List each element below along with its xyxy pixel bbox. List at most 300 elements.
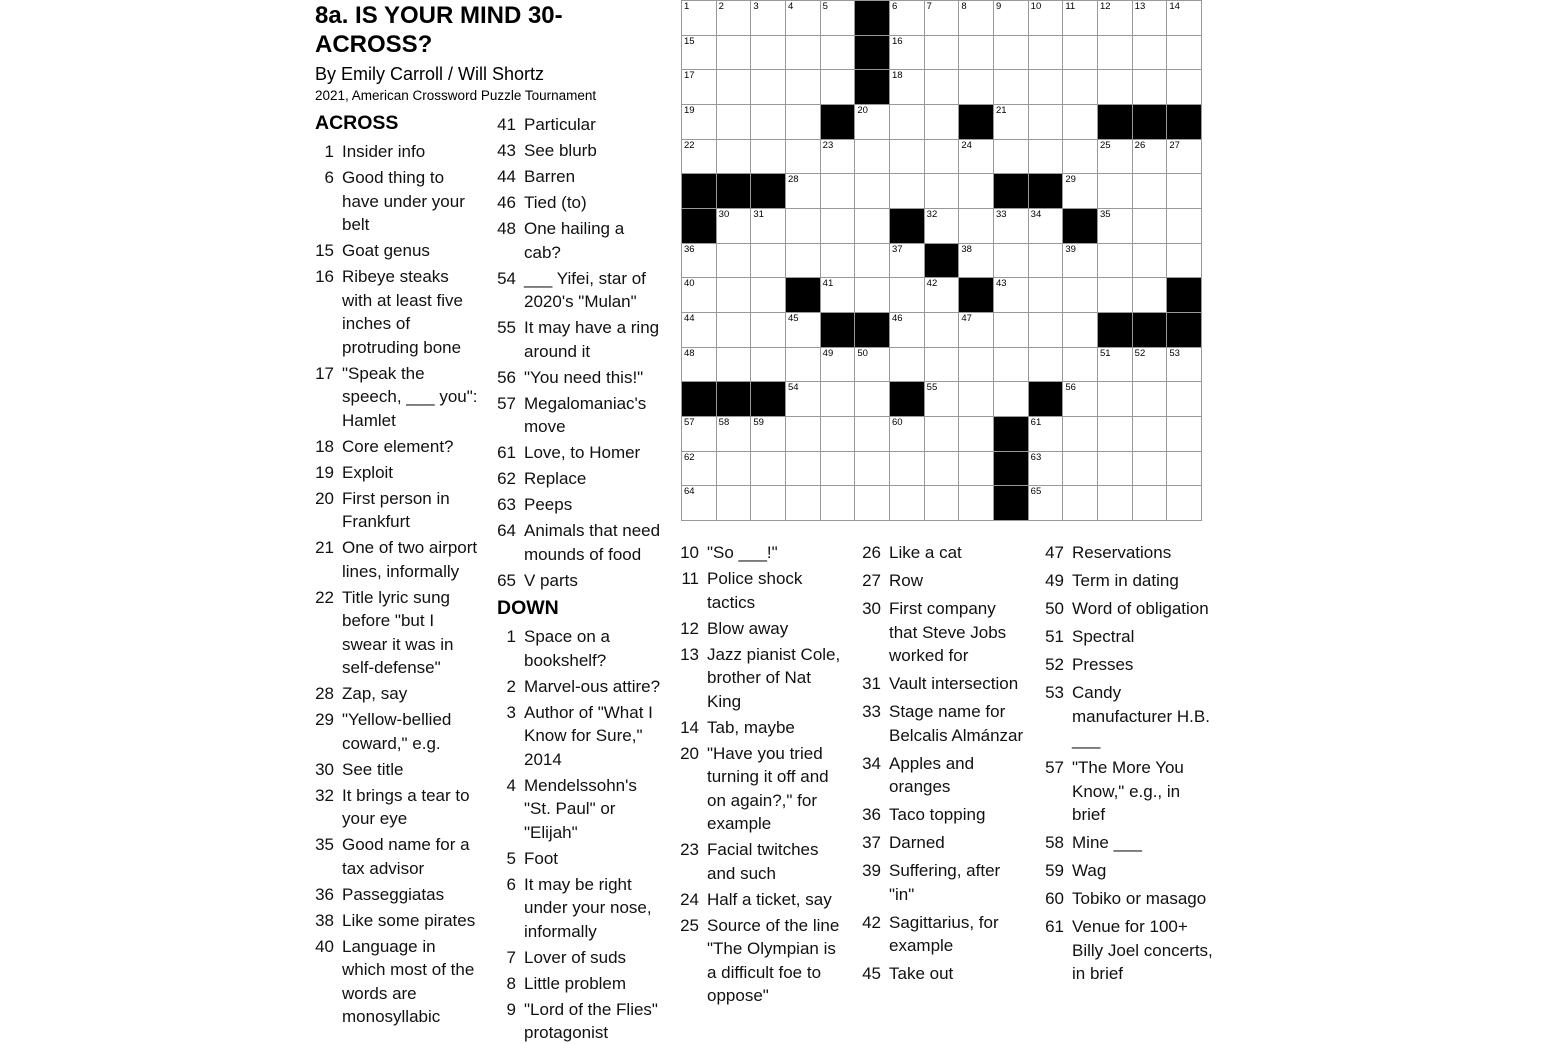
grid-cell[interactable]	[1029, 70, 1063, 104]
clue-text: Tobiko or masago	[1072, 889, 1207, 908]
clue-item[interactable]	[315, 435, 482, 459]
down-clue-list-continued	[1045, 541, 1216, 986]
grid-cell[interactable]	[925, 313, 959, 347]
grid-cell[interactable]	[959, 486, 993, 520]
grid-cell[interactable]	[682, 417, 716, 451]
grid-cell[interactable]	[751, 70, 785, 104]
grid-cell[interactable]	[1098, 36, 1132, 70]
grid-cell[interactable]	[890, 417, 924, 451]
clue-item[interactable]	[862, 752, 1027, 799]
grid-cell[interactable]	[925, 36, 959, 70]
grid-cell[interactable]	[751, 1, 785, 35]
grid-cell[interactable]	[1167, 174, 1201, 208]
grid-cell[interactable]	[1133, 174, 1167, 208]
clue-number: 2	[506, 676, 516, 696]
grid-cell[interactable]	[1029, 209, 1063, 243]
grid-cell[interactable]	[1133, 70, 1167, 104]
grid-cell[interactable]	[682, 278, 716, 312]
grid-cell[interactable]	[1029, 417, 1063, 451]
grid-cell[interactable]	[1133, 382, 1167, 416]
grid-cell[interactable]	[1098, 70, 1132, 104]
grid-cell[interactable]	[682, 313, 716, 347]
clue-item[interactable]	[497, 701, 664, 772]
grid-cell[interactable]	[786, 348, 820, 382]
grid-cell[interactable]	[890, 1, 924, 35]
clue-text: Ribeye steaks with at least five inches of protruding bone	[342, 267, 463, 357]
cell-number: 37	[892, 243, 903, 255]
grid-cell[interactable]	[1167, 244, 1201, 278]
grid-cell[interactable]	[890, 348, 924, 382]
clue-number: 36	[315, 884, 334, 904]
grid-cell[interactable]	[925, 452, 959, 486]
grid-cell[interactable]	[925, 209, 959, 243]
clue-item[interactable]	[862, 803, 1027, 827]
clue-text: "So ___!"	[707, 543, 778, 562]
grid-cell[interactable]	[994, 313, 1028, 347]
grid-cell[interactable]	[1063, 348, 1097, 382]
clue-item[interactable]	[1045, 756, 1216, 827]
clue-item[interactable]	[497, 366, 664, 390]
grid-cell[interactable]	[1167, 452, 1201, 486]
grid-cell[interactable]	[1133, 348, 1167, 382]
grid-cell[interactable]	[959, 1, 993, 35]
grid-cell[interactable]	[959, 209, 993, 243]
grid-cell[interactable]	[717, 1, 751, 35]
grid-cell[interactable]	[994, 244, 1028, 278]
clue-item[interactable]	[315, 883, 482, 907]
grid-cell[interactable]	[890, 105, 924, 139]
clue-item[interactable]	[497, 519, 664, 566]
clue-item[interactable]	[680, 617, 847, 641]
clue-item[interactable]	[315, 536, 482, 583]
grid-cell[interactable]	[959, 417, 993, 451]
grid-cell[interactable]	[925, 140, 959, 174]
clue-item[interactable]	[315, 487, 482, 534]
grid-cell[interactable]	[925, 1, 959, 35]
grid-cell[interactable]	[1029, 105, 1063, 139]
grid-cell[interactable]	[682, 244, 716, 278]
grid-cell-black	[959, 105, 993, 139]
grid-cell[interactable]	[1029, 486, 1063, 520]
clue-item[interactable]	[862, 962, 1027, 986]
clue-number: 1	[324, 142, 334, 161]
grid-cell[interactable]	[1029, 1, 1063, 35]
grid-cell[interactable]	[717, 313, 751, 347]
grid-cell[interactable]	[821, 348, 855, 382]
grid-cell[interactable]	[682, 70, 716, 104]
grid-cell[interactable]	[1098, 452, 1132, 486]
grid-cell[interactable]	[855, 417, 889, 451]
grid-cell[interactable]	[821, 174, 855, 208]
clue-text: Taco topping	[889, 805, 986, 824]
grid-cell[interactable]	[1133, 278, 1167, 312]
clue-item[interactable]	[1045, 915, 1216, 986]
grid-cell[interactable]	[1167, 70, 1201, 104]
clue-number: 42	[862, 912, 881, 932]
clue-item[interactable]	[315, 265, 482, 359]
clue-column-5	[1045, 541, 1216, 986]
grid-cell[interactable]	[994, 105, 1028, 139]
grid-cell[interactable]	[682, 105, 716, 139]
grid-cell[interactable]	[1133, 36, 1167, 70]
clue-item[interactable]	[1045, 625, 1216, 649]
clue-item[interactable]	[497, 774, 664, 845]
grid-cell[interactable]	[821, 486, 855, 520]
grid-cell[interactable]	[1063, 278, 1097, 312]
grid-cell[interactable]	[925, 278, 959, 312]
clue-item[interactable]	[1045, 653, 1216, 677]
grid-cell[interactable]	[1063, 452, 1097, 486]
clue-column-3	[680, 541, 847, 1008]
clue-item[interactable]	[315, 708, 482, 755]
clue-item[interactable]	[1045, 887, 1216, 911]
grid-cell[interactable]	[890, 313, 924, 347]
grid-cell[interactable]	[717, 452, 751, 486]
cell-number: 54	[788, 382, 799, 394]
grid-cell[interactable]	[1063, 140, 1097, 174]
clue-item[interactable]	[497, 267, 664, 314]
grid-cell[interactable]	[751, 105, 785, 139]
grid-cell[interactable]	[1133, 140, 1167, 174]
grid-cell[interactable]	[959, 140, 993, 174]
grid-cell[interactable]	[717, 140, 751, 174]
page-title: 8a. IS YOUR MIND 30-ACROSS?	[315, 2, 563, 58]
grid-cell[interactable]	[1167, 36, 1201, 70]
grid-cell[interactable]	[751, 36, 785, 70]
clue-item[interactable]	[315, 758, 482, 782]
grid-cell[interactable]	[821, 417, 855, 451]
grid-cell[interactable]	[1029, 244, 1063, 278]
clue-item[interactable]	[315, 935, 482, 1029]
grid-cell[interactable]	[786, 486, 820, 520]
grid-cell[interactable]	[890, 278, 924, 312]
grid-cell[interactable]	[1167, 1, 1201, 35]
grid-cell[interactable]	[855, 105, 889, 139]
grid-cell[interactable]	[717, 348, 751, 382]
grid-cell[interactable]	[925, 348, 959, 382]
clue-item[interactable]	[497, 972, 664, 996]
clue-item[interactable]	[680, 888, 847, 912]
grid-cell[interactable]	[994, 278, 1028, 312]
clue-item[interactable]	[497, 392, 664, 439]
clue-item[interactable]	[497, 113, 664, 137]
grid-cell[interactable]	[1098, 417, 1132, 451]
grid-cell[interactable]	[751, 486, 785, 520]
grid-cell[interactable]	[890, 70, 924, 104]
grid-cell-black	[925, 244, 959, 278]
grid-cell[interactable]	[855, 348, 889, 382]
clue-item[interactable]	[862, 831, 1027, 855]
cell-number: 11	[1065, 1, 1076, 12]
grid-cell[interactable]	[1133, 209, 1167, 243]
grid-cell[interactable]	[890, 174, 924, 208]
clue-item[interactable]	[862, 700, 1027, 747]
clue-item[interactable]	[1045, 541, 1216, 565]
grid-cell[interactable]	[1029, 452, 1063, 486]
cell-number: 32	[926, 209, 938, 220]
clue-item[interactable]	[862, 569, 1027, 593]
grid-cell[interactable]	[821, 70, 855, 104]
clue-item[interactable]	[680, 742, 847, 836]
grid-cell[interactable]	[717, 278, 751, 312]
clue-number: 65	[497, 570, 516, 590]
grid-cell[interactable]	[1167, 348, 1201, 382]
grid-cell[interactable]	[751, 348, 785, 382]
grid-cell[interactable]	[821, 382, 855, 416]
grid-cell[interactable]	[717, 70, 751, 104]
cell-number: 35	[1100, 209, 1111, 220]
grid-cell[interactable]	[1063, 244, 1097, 278]
grid-cell[interactable]	[855, 278, 889, 312]
grid-cell[interactable]	[1029, 313, 1063, 347]
grid-cell[interactable]	[717, 486, 751, 520]
grid-cell[interactable]	[786, 140, 820, 174]
grid-cell-black	[1063, 209, 1097, 243]
grid-cell[interactable]	[1167, 209, 1201, 243]
grid-cell[interactable]	[994, 348, 1028, 382]
grid-cell[interactable]	[994, 70, 1028, 104]
grid-cell[interactable]	[1098, 486, 1132, 520]
grid-cell[interactable]	[717, 417, 751, 451]
grid-cell[interactable]	[994, 140, 1028, 174]
grid-cell[interactable]	[821, 452, 855, 486]
cell-number: 12	[1100, 1, 1111, 12]
clue-item[interactable]	[862, 672, 1027, 696]
clue-item[interactable]	[680, 838, 847, 885]
clue-item[interactable]	[497, 625, 664, 672]
grid-cell[interactable]	[1063, 382, 1097, 416]
grid-cell[interactable]	[1167, 417, 1201, 451]
grid-cell[interactable]	[890, 452, 924, 486]
clue-item[interactable]	[315, 166, 482, 237]
grid-cell[interactable]	[1063, 36, 1097, 70]
clue-number: 1	[506, 627, 516, 646]
grid-cell[interactable]	[1167, 486, 1201, 520]
grid-cell[interactable]	[855, 209, 889, 243]
clue-item[interactable]	[1045, 569, 1216, 593]
grid-cell[interactable]	[786, 452, 820, 486]
grid-cell[interactable]	[786, 70, 820, 104]
grid-cell[interactable]	[959, 70, 993, 104]
clue-item[interactable]	[315, 239, 482, 263]
grid-cell[interactable]	[717, 209, 751, 243]
grid-cell[interactable]	[994, 209, 1028, 243]
grid-cell[interactable]	[855, 140, 889, 174]
grid-cell[interactable]	[1029, 348, 1063, 382]
grid-cell[interactable]	[1133, 244, 1167, 278]
grid-cell[interactable]	[821, 36, 855, 70]
grid-cell[interactable]	[1063, 417, 1097, 451]
grid-cell[interactable]	[959, 174, 993, 208]
grid-cell[interactable]	[959, 36, 993, 70]
clue-item[interactable]	[680, 541, 847, 565]
clue-item[interactable]	[497, 873, 664, 944]
grid-cell[interactable]	[925, 174, 959, 208]
grid-cell[interactable]	[682, 36, 716, 70]
grid-cell[interactable]	[682, 348, 716, 382]
grid-cell[interactable]	[786, 209, 820, 243]
grid-cell[interactable]	[1133, 452, 1167, 486]
clue-item[interactable]	[315, 909, 482, 933]
clue-item[interactable]	[680, 643, 847, 714]
clue-text: Space on a bookshelf?	[524, 627, 611, 670]
grid-cell[interactable]	[994, 36, 1028, 70]
clue-item[interactable]	[680, 914, 847, 1008]
grid-cell[interactable]	[959, 244, 993, 278]
grid-cell[interactable]	[1098, 348, 1132, 382]
grid-cell[interactable]	[751, 313, 785, 347]
clue-item[interactable]	[497, 946, 664, 970]
grid-cell[interactable]	[925, 417, 959, 451]
grid-cell[interactable]	[821, 1, 855, 35]
grid-cell[interactable]	[994, 382, 1028, 416]
grid-cell[interactable]	[717, 36, 751, 70]
clue-item[interactable]	[315, 586, 482, 680]
grid-cell[interactable]	[1167, 140, 1201, 174]
clue-item[interactable]	[862, 597, 1027, 668]
grid-cell[interactable]	[1133, 417, 1167, 451]
clue-item[interactable]	[497, 316, 664, 363]
grid-cell[interactable]	[925, 486, 959, 520]
clue-item[interactable]	[315, 362, 482, 433]
grid-cell[interactable]	[751, 452, 785, 486]
grid-cell[interactable]	[821, 244, 855, 278]
grid-cell[interactable]	[786, 313, 820, 347]
grid-cell[interactable]	[751, 244, 785, 278]
clue-item[interactable]	[497, 467, 664, 491]
clue-item[interactable]	[1045, 859, 1216, 883]
clue-number: 10	[680, 543, 699, 562]
grid-cell[interactable]	[855, 486, 889, 520]
grid-cell[interactable]	[1098, 209, 1132, 243]
grid-cell[interactable]	[890, 244, 924, 278]
grid-cell[interactable]	[682, 1, 716, 35]
grid-cell-black	[890, 382, 924, 416]
grid-cell[interactable]	[855, 174, 889, 208]
clue-number: 54	[497, 268, 516, 288]
grid-cell[interactable]	[959, 348, 993, 382]
grid-cell[interactable]	[1133, 486, 1167, 520]
grid-cell[interactable]	[1063, 313, 1097, 347]
clue-number: 55	[497, 318, 516, 337]
grid-cell[interactable]	[786, 1, 820, 35]
grid-cell[interactable]	[1063, 1, 1097, 35]
clue-item[interactable]	[497, 998, 664, 1045]
clue-item[interactable]	[315, 461, 482, 485]
grid-cell[interactable]	[925, 382, 959, 416]
grid-cell[interactable]	[751, 417, 785, 451]
grid-cell[interactable]	[1098, 244, 1132, 278]
clue-item[interactable]	[862, 541, 1027, 565]
grid-cell[interactable]	[786, 174, 820, 208]
grid-cell[interactable]	[821, 278, 855, 312]
grid-cell[interactable]	[925, 70, 959, 104]
clue-item[interactable]	[315, 784, 482, 831]
grid-cell[interactable]	[786, 36, 820, 70]
grid-cell[interactable]	[925, 105, 959, 139]
grid-cell[interactable]	[821, 209, 855, 243]
grid-cell[interactable]	[959, 382, 993, 416]
grid-cell[interactable]	[855, 452, 889, 486]
grid-cell[interactable]	[855, 244, 889, 278]
grid-cell[interactable]	[1029, 278, 1063, 312]
clue-item[interactable]	[497, 847, 664, 871]
grid-cell[interactable]	[717, 105, 751, 139]
clue-item[interactable]	[315, 833, 482, 880]
clue-item[interactable]	[497, 493, 664, 517]
clue-item[interactable]	[1045, 597, 1216, 621]
grid-cell[interactable]	[786, 244, 820, 278]
grid-cell[interactable]	[682, 452, 716, 486]
grid-cell[interactable]	[1133, 1, 1167, 35]
grid-cell[interactable]	[890, 36, 924, 70]
grid-cell[interactable]	[1029, 140, 1063, 174]
grid-cell[interactable]	[1098, 174, 1132, 208]
grid-cell[interactable]	[1098, 382, 1132, 416]
grid-cell[interactable]	[786, 382, 820, 416]
grid-cell-black	[1133, 105, 1167, 139]
grid-cell[interactable]	[821, 140, 855, 174]
grid-cell[interactable]	[994, 1, 1028, 35]
clue-text: Zap, say	[342, 684, 408, 703]
grid-cell[interactable]	[751, 209, 785, 243]
grid-cell[interactable]	[890, 140, 924, 174]
clue-item[interactable]	[497, 165, 664, 189]
cell-number: 25	[1100, 139, 1111, 151]
clue-text: Word of obligation	[1072, 599, 1209, 618]
grid-cell[interactable]	[1063, 486, 1097, 520]
clue-number: 45	[862, 964, 881, 983]
grid-cell[interactable]	[717, 244, 751, 278]
clue-item[interactable]	[315, 682, 482, 706]
clue-item[interactable]	[862, 859, 1027, 906]
grid-cell[interactable]	[1098, 140, 1132, 174]
clue-item[interactable]	[497, 191, 664, 215]
clue-item[interactable]	[680, 716, 847, 740]
grid-cell[interactable]	[751, 278, 785, 312]
grid-cell[interactable]	[1167, 382, 1201, 416]
grid-cell[interactable]	[890, 486, 924, 520]
grid-cell[interactable]	[1063, 174, 1097, 208]
clue-item[interactable]	[315, 140, 482, 164]
grid-cell[interactable]	[682, 140, 716, 174]
grid-cell[interactable]	[786, 105, 820, 139]
clue-item[interactable]	[497, 675, 664, 699]
clue-item[interactable]	[680, 567, 847, 614]
grid-cell[interactable]	[1098, 278, 1132, 312]
grid-cell[interactable]	[1098, 1, 1132, 35]
clue-item[interactable]	[497, 441, 664, 465]
grid-cell[interactable]	[751, 140, 785, 174]
grid-cell[interactable]	[1063, 105, 1097, 139]
grid-cell[interactable]	[959, 313, 993, 347]
grid-cell[interactable]	[1063, 70, 1097, 104]
clue-item[interactable]	[497, 569, 664, 593]
clue-item[interactable]	[1045, 831, 1216, 855]
grid-cell[interactable]	[682, 486, 716, 520]
grid-cell[interactable]	[855, 382, 889, 416]
grid-cell[interactable]	[959, 452, 993, 486]
grid-cell[interactable]	[1029, 36, 1063, 70]
cell-number: 56	[1065, 382, 1076, 394]
clue-column-2	[497, 113, 664, 1045]
clue-item[interactable]	[497, 217, 664, 264]
clue-item[interactable]	[1045, 681, 1216, 752]
clue-item[interactable]	[497, 139, 664, 163]
clue-item[interactable]	[862, 911, 1027, 958]
grid-cell[interactable]	[786, 417, 820, 451]
clue-number: 11	[681, 569, 699, 588]
